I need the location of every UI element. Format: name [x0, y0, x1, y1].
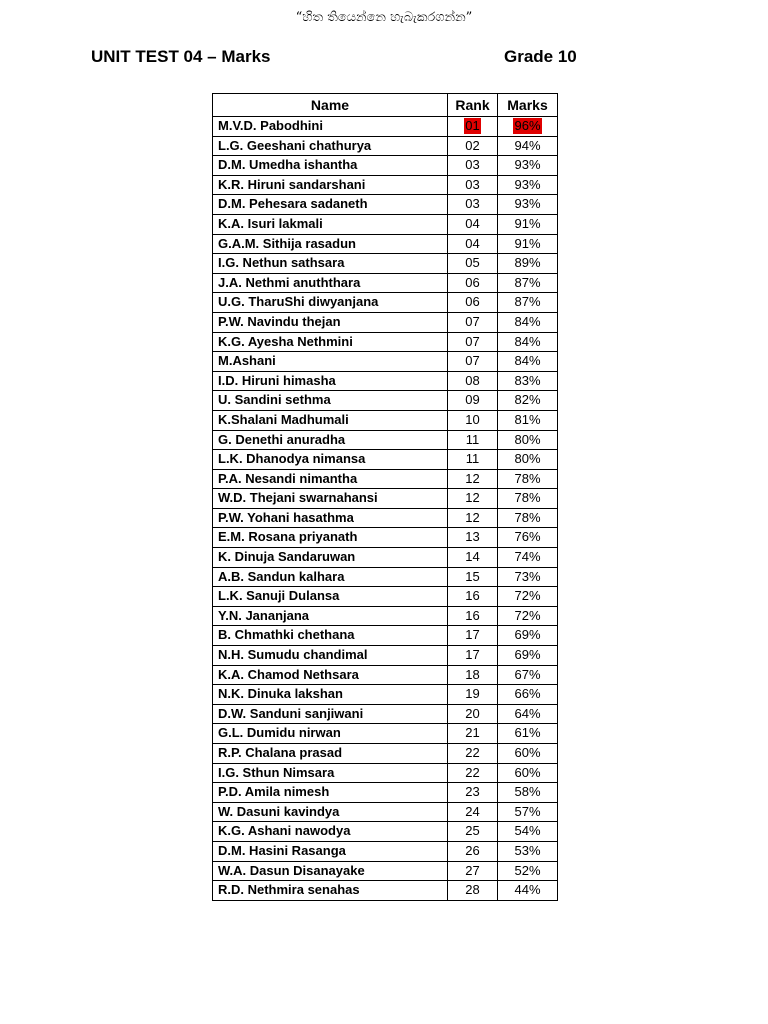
student-mark: 87%: [514, 274, 541, 290]
student-mark: 80%: [514, 451, 541, 467]
student-rank: 03: [465, 157, 480, 173]
student-rank-cell: [448, 724, 498, 744]
page-title: UNIT TEST 04 – Marks: [91, 47, 271, 66]
student-name: J.A. Nethmi anuththara: [213, 273, 448, 293]
student-rank: 15: [465, 568, 480, 584]
student-mark: 87%: [514, 294, 541, 310]
student-mark: 83%: [514, 372, 541, 388]
student-mark-cell: [498, 626, 558, 646]
table-row: [213, 567, 558, 587]
student-rank: 18: [465, 666, 480, 682]
student-rank-cell: [448, 293, 498, 313]
student-mark: 44%: [514, 882, 541, 898]
student-rank: 23: [465, 784, 480, 800]
student-mark-cell: [498, 704, 558, 724]
student-rank-cell: [448, 567, 498, 587]
student-mark: 74%: [514, 549, 541, 565]
student-rank-cell: [448, 312, 498, 332]
student-name: W.D. Thejani swarnahansi: [213, 489, 448, 509]
student-rank: 06: [465, 294, 480, 310]
student-mark: 91%: [514, 235, 541, 251]
student-name: Y.N. Jananjana: [213, 606, 448, 626]
student-rank: 14: [465, 549, 480, 565]
table-row: [213, 214, 558, 234]
student-rank-cell: [448, 254, 498, 274]
student-rank-cell: [448, 548, 498, 568]
student-mark-cell: [498, 861, 558, 881]
student-rank: 05: [465, 255, 480, 271]
student-name: G. Denethi anuradha: [213, 430, 448, 450]
student-mark-cell: [498, 567, 558, 587]
student-mark: 84%: [514, 353, 541, 369]
student-rank-cell: [448, 528, 498, 548]
table-row: [213, 195, 558, 215]
student-rank-cell: [448, 822, 498, 842]
student-name: D.M. Umedha ishantha: [213, 156, 448, 176]
student-rank-cell: [448, 587, 498, 607]
table-row: [213, 273, 558, 293]
student-name: D.M. Pehesara sadaneth: [213, 195, 448, 215]
student-mark-cell: [498, 117, 558, 137]
student-rank: 20: [465, 705, 480, 721]
student-mark-cell: [498, 881, 558, 901]
student-name: N.H. Sumudu chandimal: [213, 646, 448, 666]
motto-quote: “හිත තියෙන්නෙ හැබැකරගන්න”: [295, 10, 473, 25]
student-rank-cell: [448, 469, 498, 489]
table-row: [213, 704, 558, 724]
student-name: I.D. Hiruni himasha: [213, 371, 448, 391]
student-name: D.M. Hasini Rasanga: [213, 841, 448, 861]
student-mark: 89%: [514, 255, 541, 271]
student-mark: 78%: [514, 470, 541, 486]
student-rank-cell: [448, 489, 498, 509]
student-name: L.K. Dhanodya nimansa: [213, 450, 448, 470]
student-rank-cell: [448, 234, 498, 254]
student-rank: 27: [465, 862, 480, 878]
table-row: [213, 508, 558, 528]
student-name: R.P. Chalana prasad: [213, 744, 448, 764]
student-rank: 21: [465, 725, 480, 741]
student-mark: 67%: [514, 666, 541, 682]
student-rank: 01: [465, 118, 480, 133]
table-row: [213, 234, 558, 254]
student-mark-cell: [498, 841, 558, 861]
student-mark: 81%: [514, 411, 541, 427]
student-rank-cell: [448, 606, 498, 626]
table-row: [213, 861, 558, 881]
student-rank-cell: [448, 665, 498, 685]
table-row: [213, 312, 558, 332]
student-rank-cell: [448, 783, 498, 803]
student-rank: 08: [465, 372, 480, 388]
student-rank: 11: [465, 431, 480, 447]
student-rank-cell: [448, 117, 498, 137]
student-mark-cell: [498, 606, 558, 626]
student-rank-cell: [448, 508, 498, 528]
student-mark-cell: [498, 469, 558, 489]
student-rank-cell: [448, 391, 498, 411]
student-mark-cell: [498, 587, 558, 607]
table-row: [213, 332, 558, 352]
student-name: D.W. Sanduni sanjiwani: [213, 704, 448, 724]
student-rank: 07: [465, 313, 480, 329]
table-row: [213, 136, 558, 156]
student-mark-cell: [498, 450, 558, 470]
student-name: A.B. Sandun kalhara: [213, 567, 448, 587]
student-mark-cell: [498, 822, 558, 842]
student-mark: 78%: [514, 490, 541, 506]
student-name: K.A. Isuri lakmali: [213, 214, 448, 234]
student-name: K.R. Hiruni sandarshani: [213, 175, 448, 195]
student-rank-cell: [448, 410, 498, 430]
table-row: [213, 881, 558, 901]
student-name: W. Dasuni kavindya: [213, 802, 448, 822]
student-mark-cell: [498, 802, 558, 822]
student-rank: 16: [465, 588, 480, 604]
table-row: [213, 352, 558, 372]
table-row: [213, 117, 558, 137]
student-rank: 03: [465, 176, 480, 192]
student-name: P.W. Yohani hasathma: [213, 508, 448, 528]
student-rank: 06: [465, 274, 480, 290]
student-mark-cell: [498, 293, 558, 313]
student-name: K.G. Ashani nawodya: [213, 822, 448, 842]
student-mark-cell: [498, 273, 558, 293]
student-name: I.G. Sthun Nimsara: [213, 763, 448, 783]
table-row: [213, 744, 558, 764]
student-rank: 24: [465, 803, 480, 819]
table-row: [213, 763, 558, 783]
student-mark: 52%: [514, 862, 541, 878]
table-row: [213, 587, 558, 607]
header-rank: Rank: [448, 94, 498, 117]
student-mark-cell: [498, 763, 558, 783]
student-mark-cell: [498, 489, 558, 509]
table-header-row: [213, 94, 558, 117]
student-name: K. Dinuja Sandaruwan: [213, 548, 448, 568]
student-name: P.W. Navindu thejan: [213, 312, 448, 332]
student-rank-cell: [448, 371, 498, 391]
table-row: [213, 802, 558, 822]
student-rank-cell: [448, 881, 498, 901]
student-name: P.D. Amila nimesh: [213, 783, 448, 803]
student-rank-cell: [448, 214, 498, 234]
table-row: [213, 430, 558, 450]
student-mark: 96%: [514, 118, 541, 133]
table-row: [213, 371, 558, 391]
student-rank: 04: [465, 215, 480, 231]
student-mark-cell: [498, 195, 558, 215]
student-name: U. Sandini sethma: [213, 391, 448, 411]
student-mark-cell: [498, 783, 558, 803]
student-mark-cell: [498, 371, 558, 391]
student-name: I.G. Nethun sathsara: [213, 254, 448, 274]
table-row: [213, 606, 558, 626]
student-mark: 93%: [514, 176, 541, 192]
header-marks: Marks: [498, 94, 558, 117]
student-mark: 72%: [514, 588, 541, 604]
student-mark: 73%: [514, 568, 541, 584]
student-name: L.K. Sanuji Dulansa: [213, 587, 448, 607]
student-name: B. Chmathki chethana: [213, 626, 448, 646]
student-mark: 53%: [514, 842, 541, 858]
student-mark: 57%: [514, 803, 541, 819]
table-row: [213, 841, 558, 861]
student-mark-cell: [498, 410, 558, 430]
student-mark: 91%: [514, 215, 541, 231]
student-mark-cell: [498, 156, 558, 176]
student-rank: 22: [465, 745, 480, 760]
marks-table: [212, 93, 558, 901]
student-rank: 17: [465, 647, 480, 663]
student-name: L.G. Geeshani chathurya: [213, 136, 448, 156]
student-mark: 93%: [514, 196, 541, 212]
student-mark-cell: [498, 528, 558, 548]
student-mark-cell: [498, 352, 558, 372]
student-mark-cell: [498, 508, 558, 528]
student-rank: 07: [465, 333, 480, 349]
student-name: M.Ashani: [213, 352, 448, 372]
grade-label: Grade 10: [504, 47, 577, 66]
student-mark: 84%: [514, 313, 541, 329]
student-mark-cell: [498, 312, 558, 332]
student-name: G.L. Dumidu nirwan: [213, 724, 448, 744]
student-rank-cell: [448, 704, 498, 724]
student-mark: 58%: [514, 784, 541, 800]
student-name: K.Shalani Madhumali: [213, 410, 448, 430]
student-rank-cell: [448, 175, 498, 195]
table-body: [213, 117, 558, 901]
table-row: [213, 685, 558, 705]
student-rank: 13: [465, 529, 480, 545]
table-row: [213, 254, 558, 274]
student-name: W.A. Dasun Disanayake: [213, 861, 448, 881]
student-rank-cell: [448, 352, 498, 372]
student-mark-cell: [498, 254, 558, 274]
student-rank: 07: [465, 353, 480, 369]
student-rank-cell: [448, 430, 498, 450]
table-row: [213, 783, 558, 803]
student-mark-cell: [498, 136, 558, 156]
student-rank: 28: [465, 882, 480, 898]
student-mark: 69%: [514, 627, 541, 643]
student-mark: 61%: [514, 725, 541, 741]
student-mark-cell: [498, 724, 558, 744]
header-name: Name: [213, 94, 448, 117]
student-mark-cell: [498, 548, 558, 568]
table-row: [213, 528, 558, 548]
student-mark-cell: [498, 234, 558, 254]
student-rank: 03: [465, 196, 480, 212]
table-row: [213, 293, 558, 313]
table-row: [213, 450, 558, 470]
student-name: N.K. Dinuka lakshan: [213, 685, 448, 705]
table-row: [213, 410, 558, 430]
student-rank: 26: [465, 842, 480, 858]
student-rank: 22: [465, 764, 480, 780]
student-mark-cell: [498, 175, 558, 195]
student-name: E.M. Rosana priyanath: [213, 528, 448, 548]
student-mark-cell: [498, 214, 558, 234]
student-rank-cell: [448, 136, 498, 156]
student-mark-cell: [498, 646, 558, 666]
student-rank: 19: [465, 686, 480, 702]
student-mark-cell: [498, 685, 558, 705]
table-row: [213, 626, 558, 646]
student-mark: 72%: [514, 607, 541, 623]
student-rank-cell: [448, 646, 498, 666]
student-name: M.V.D. Pabodhini: [213, 117, 448, 137]
student-name: K.A. Chamod Nethsara: [213, 665, 448, 685]
student-rank: 02: [465, 137, 480, 153]
student-rank-cell: [448, 841, 498, 861]
student-mark: 54%: [514, 823, 541, 839]
table-row: [213, 469, 558, 489]
student-mark: 84%: [514, 333, 541, 349]
student-rank-cell: [448, 332, 498, 352]
student-name: K.G. Ayesha Nethmini: [213, 332, 448, 352]
student-rank: 12: [465, 470, 480, 486]
student-mark-cell: [498, 665, 558, 685]
student-rank: 17: [465, 627, 480, 643]
student-rank-cell: [448, 156, 498, 176]
student-rank-cell: [448, 273, 498, 293]
student-rank-cell: [448, 763, 498, 783]
table-row: [213, 724, 558, 744]
student-mark: 60%: [514, 745, 541, 760]
student-rank-cell: [448, 626, 498, 646]
student-rank: 25: [465, 823, 480, 839]
student-mark: 64%: [514, 705, 541, 721]
student-rank-cell: [448, 450, 498, 470]
student-rank: 12: [465, 509, 480, 525]
student-rank-cell: [448, 685, 498, 705]
student-name: G.A.M. Sithija rasadun: [213, 234, 448, 254]
student-mark: 69%: [514, 647, 541, 663]
table-row: [213, 646, 558, 666]
student-mark: 82%: [514, 392, 541, 408]
student-name: U.G. TharuShi diwyanjana: [213, 293, 448, 313]
student-mark-cell: [498, 430, 558, 450]
student-rank-cell: [448, 802, 498, 822]
student-name: P.A. Nesandi nimantha: [213, 469, 448, 489]
student-rank: 04: [465, 235, 480, 251]
student-rank: 10: [465, 411, 480, 427]
table-row: [213, 822, 558, 842]
student-mark-cell: [498, 332, 558, 352]
student-mark: 76%: [514, 529, 541, 545]
table-row: [213, 156, 558, 176]
student-rank: 12: [465, 490, 480, 506]
student-rank: 09: [465, 392, 480, 408]
student-rank-cell: [448, 861, 498, 881]
student-mark: 78%: [514, 509, 541, 525]
table-row: [213, 665, 558, 685]
student-rank-cell: [448, 744, 498, 764]
table-row: [213, 548, 558, 568]
student-mark: 94%: [514, 137, 541, 153]
student-mark: 66%: [514, 686, 541, 702]
table-row: [213, 391, 558, 411]
student-mark: 93%: [514, 157, 541, 173]
student-rank: 16: [465, 607, 480, 623]
table-row: [213, 175, 558, 195]
student-mark: 60%: [514, 764, 541, 780]
student-mark-cell: [498, 744, 558, 764]
student-mark: 80%: [514, 431, 541, 447]
student-name: R.D. Nethmira senahas: [213, 881, 448, 901]
student-rank: 11: [465, 451, 480, 467]
table-row: [213, 489, 558, 509]
student-rank-cell: [448, 195, 498, 215]
student-mark-cell: [498, 391, 558, 411]
